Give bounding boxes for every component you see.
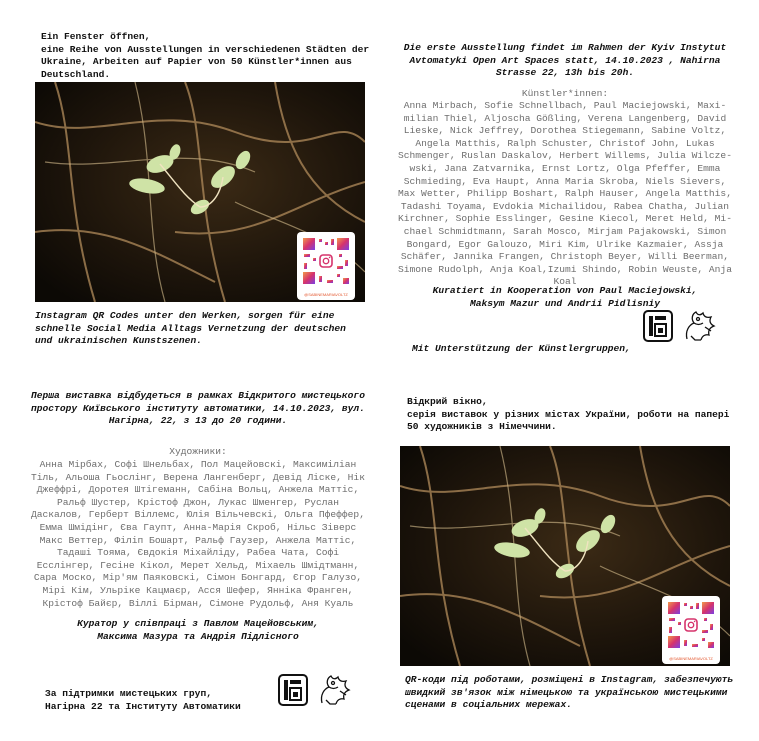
nahirna-22-logo-icon xyxy=(643,310,673,342)
support-uk: За підтримки мистецьких груп, Нагірна 22 та Інституту Автоматики xyxy=(45,688,241,712)
caption-uk: QR-коди під роботами, розміщені в Instagram, забезпечують швидкий зв'язок між німецькою та українською мистецькими сценами в соціальних мережах. xyxy=(405,674,734,711)
dragon-mascot-logo-icon xyxy=(316,673,352,707)
artists-list-de: Anna Mirbach, Sofie Schnellbach, Paul Maciejowski, Maxi- milian Thiel, Aljoscha Gößling, Verena Langenberg, David Lieske, Nick Jeffrey, Dorothea Stiegemann, Sabine Voltz, Angela Matthis, Ralph Schuster, Christof John, Lukas Schmenger, Ruslan Daskalov, Herbert Willems, Julia Wilcze- wski, Jana Zatvarnika, Ernst Lortz, Olga Pfeffer, Emma Schmieding, Eva Haupt, Anna Maria Skroba, Niels Sievers, Max Wetter, Philipp Boshart, Ralph Hauser, Angela Matthis, Tadashi Toyama, Evdokia Michailidou, Rabea Chatha, Julian Kirchner, Sophie Esslinger, Gesine Kiecol, Meret Held, Mi- chael Schmidtmann, Sarah Mosco, Mirjam Pajakowski, Simon Bongard, Egor Galouzo, Miri Kim, Ulrike Kazmaier, Assja Schäfer, Jannika Frangen, Christoph Beyer, Willi Beerman, Simone Rudolph, Anja Koal,Izumi Shindo, Robin Weuste, Anja Koal xyxy=(398,100,732,288)
qr-pattern-icon xyxy=(666,600,716,650)
event-info-de: Die erste Ausstellung findet im Rahmen der Kyiv Instytut Avtomatyki Open Art Spaces statt, 14.10.2023 , Nahirna Strasse 22, 13h bis 20h. xyxy=(403,42,727,79)
curators-de: Kuratiert in Kooperation von Paul Maciejowski, Maksym Mazur und Andrii Pidlisniy xyxy=(432,285,698,309)
artwork-photo-bottom xyxy=(400,446,730,666)
artists-heading-de: Künstler*innen: xyxy=(521,88,609,99)
qr-pattern-icon xyxy=(301,236,351,286)
qr-handle-label: @SABINEMARIAVOLTZ xyxy=(669,656,713,661)
dragon-mascot-logo-icon xyxy=(681,309,717,343)
intro-de: Ein Fenster öffnen, eine Reihe von Ausstellungen in verschiedenen Städten der Ukraine, Arbeiten auf Papier von 50 Künstler*innen aus Deutschland. xyxy=(41,31,370,80)
artists-heading-uk: Художники: xyxy=(169,446,227,457)
support-de: Mit Unterstützung der Künstlergruppen, xyxy=(412,343,631,354)
artists-list-uk: Анна Мірбах, Софі Шнельбах, Пол Мацейовскі, Максиміліан Тіль, Альоша Гьослінг, Верена Лангенберг, Девід Ліске, Нік Джеффрі, Доротея Штігеманн, Сабіна Вольц, Анжела Маттіс, Ральф Шустер, Крістоф Джон, Лукас Шменгер, Руслан Даскалов, Герберт Віллемс, Юлія Вільчевскі, Ольга Пфеффер, Емма Шмідінг, Єва Гаупт, Анна-Марія Скроб, Нільс Зіверс Макс Веттер, Філіп Бошарт, Ральф Гаузер, Анжела Маттіс, Тадаші Тояма, Євдокія Міхайліду, Рабеа Чата, Софі Есслінгер, Гесіне Кікол, Мерет Хельд, Міхаель Шмідтманн, Сара Моско, Мір'ям Паяковскі, Сімон Бонгард, Єгор Галузо, Мірі Кім, Ульріке Кацмаєр, Асся Шефер, Янніка Франген, Крістоф Байєр, Віллі Бірман, Сімоне Рудольф, Аня Куаль xyxy=(31,459,365,609)
instagram-qr-code[interactable] xyxy=(662,596,720,664)
intro-uk: Відкрий вікно, серія виставок у різних містах України, роботи на папері 50 художників з Німеччини. xyxy=(407,396,730,433)
nahirna-22-logo-icon xyxy=(278,674,308,706)
instagram-qr-code[interactable] xyxy=(297,232,355,300)
curators-uk: Куратор у співпраці з Павлом Мацейовським, Максима Мазура та Андрія Підлісного xyxy=(77,618,319,642)
qr-handle-label: @SABINEMARIAVOLTZ xyxy=(304,292,348,297)
event-info-uk: Перша виставка відбудеться в рамках Відкритого мистецького простору Київського інституту автоматики, 14.10.2023, вул. Нагірна, 22, з 13 до 20 години. xyxy=(31,390,365,427)
caption-de: Instagram QR Codes unter den Werken, sorgen für eine schnelle Social Media Alltags Vernetzung der deutschen und ukrainischen Kunstszenen. xyxy=(35,310,346,347)
artwork-photo-top xyxy=(35,82,365,302)
